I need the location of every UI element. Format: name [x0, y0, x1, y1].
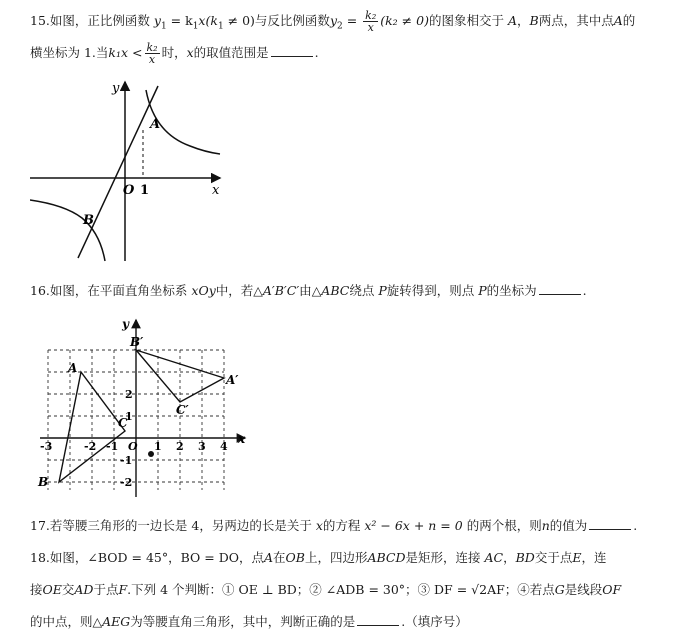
q15-y1-eq: = k	[166, 13, 193, 28]
q18-line2-a: 接	[30, 582, 43, 597]
q18-line1	[30, 548, 607, 566]
q18-abcd: ABCD	[367, 550, 406, 565]
q18-line2-e: 是线段	[564, 582, 603, 597]
q15-frac-num: k₂	[365, 9, 377, 22]
q18-ac: AC	[484, 550, 504, 565]
q16-text-d: 绕点	[349, 283, 375, 298]
q16-xoy: xOy	[191, 283, 216, 298]
q15-fraction	[363, 10, 378, 33]
q15-text: 如图，正比例函数	[49, 13, 150, 28]
q15-text-b: 与反比例函数	[254, 13, 330, 28]
q17-answer-blank	[589, 518, 631, 530]
q15-frac-den: x	[367, 21, 374, 34]
fig16-xtick: -3	[40, 440, 53, 453]
fig16-origin: O	[128, 440, 138, 453]
q15-ineq-fraction	[145, 42, 160, 65]
q15-ineq-den: x	[148, 53, 156, 66]
q16-text-f: 的坐标为	[486, 283, 537, 298]
q18-of: OF	[602, 582, 622, 597]
q18-answer-blank	[357, 614, 399, 626]
q16-triangle-prime: △A′B′C′	[253, 283, 300, 298]
q15-y1: y	[153, 13, 161, 28]
q17-text-c: 的两个根，则	[466, 518, 542, 533]
q15-line2-a: 横坐标为 1.当	[30, 45, 109, 60]
fig16-grid-graph	[30, 312, 255, 507]
q18-line3-a: 的中点，则	[30, 614, 93, 629]
q16-number: 16.	[30, 283, 50, 298]
q15-answer-blank	[271, 45, 313, 57]
q16-point-p2: P	[478, 283, 487, 298]
q18-line2-d: .下列 4 个判断：① OE ⊥ BD；② ∠ADB = 30°；③ DF = √2AF；④若点	[127, 582, 555, 597]
q18-oe: OE	[42, 582, 62, 597]
q18-ob: OB	[285, 550, 305, 565]
q15-line2-c: 的取值范围是	[193, 45, 269, 60]
q17-equation: x² − 6x + n = 0	[364, 518, 463, 533]
fig15-proportional-line	[78, 86, 161, 258]
q15-point-b: B	[529, 13, 539, 28]
q18-line2-b: 交	[61, 582, 75, 597]
q15-number: 15.	[30, 13, 50, 28]
q18-number: 18.	[30, 550, 50, 565]
q15-comma: ，	[516, 13, 530, 28]
q17-text-d: 的值为	[549, 518, 588, 533]
fig16-ytick: 2	[125, 388, 133, 401]
q18-triangle: △AEG	[92, 614, 131, 629]
q15-text-c: 的图象相交于	[428, 13, 504, 28]
q15-ineq-num: k₂	[146, 41, 158, 54]
q18-text-g: ，连	[581, 550, 607, 565]
q18-line3	[30, 612, 468, 630]
fig16-ytick: -2	[120, 476, 133, 489]
q18-text-f: 交于点	[534, 550, 573, 565]
q15-text-e: 两点，其中点	[538, 13, 614, 28]
fig16-ytick: 1	[125, 410, 133, 423]
fig16-xtick: -2	[84, 440, 97, 453]
fig15-origin-label: O	[123, 183, 135, 198]
q17-number: 17.	[30, 518, 50, 533]
q15-y2-cond: (k₂ ≠ 0)	[380, 13, 429, 28]
q16-point-p: P	[378, 283, 387, 298]
q18-text-b: 在	[273, 550, 286, 565]
q17-n: n	[541, 518, 550, 533]
fig16-xtick: 2	[176, 440, 184, 453]
q18-line2	[30, 580, 621, 598]
fig16-label-b: B	[38, 475, 49, 489]
fig16-x-label: x	[238, 432, 246, 446]
q18-text-d: 是矩形，连接	[405, 550, 481, 565]
q18-line2-c: 于点	[93, 582, 119, 597]
fig16-label-b-prime: B′	[130, 335, 144, 349]
q18-line3-b: 为等腰直角三角形，其中，判断正确的是	[130, 614, 356, 629]
fig16-label-a: A	[68, 361, 78, 375]
fig15-one-label: 1	[140, 183, 150, 198]
q15-y2-eq: =	[342, 13, 362, 28]
q18-point-a: A	[263, 550, 274, 565]
q18-bd: BD	[515, 550, 535, 565]
fig15-x-label: x	[212, 183, 220, 198]
q16-text-b: 中，若	[215, 283, 254, 298]
q18-point-e: E	[572, 550, 582, 565]
q17-line: 17.若等腰三角形的一边长是 4，另两边的长是关于 x的方程 x² − 6x + n = 0 的两个根，则n的值为 .	[30, 518, 638, 533]
fig15-point-b-label: B	[83, 213, 94, 228]
fig16-label-a-prime: A′	[226, 373, 239, 387]
q15-line2: 横坐标为 1.当k₁x < $\frac{\text{k₂}}{x}$ 时，x的取值范围是 .	[30, 41, 319, 66]
fig15-hyperbola-q3	[30, 200, 105, 261]
q15-point-a: A	[507, 13, 517, 28]
q18-point-f: F	[118, 582, 128, 597]
fig16-y-label: y	[122, 317, 129, 331]
q17-text-b: 的方程	[322, 518, 361, 533]
fig16-xtick: 4	[220, 440, 228, 453]
q18-line3-c: .（填序号）	[401, 614, 468, 629]
q15-line1: 15.如图，正比例函数 $y_1 = k_1x(k_1 \ne 0)$与反比例函数$y_2$ = $\frac{\text{k₂}}{x}$ (k₂ ≠ 0)的图象相交于 A，B两点，其中点A的	[30, 9, 636, 34]
q15-ineq-left: k₁x <	[108, 45, 143, 60]
fig16-ytick: -1	[120, 454, 133, 467]
q16-text-e: 旋转得到，则点	[386, 283, 475, 298]
q15-y1-tail: x(k	[198, 13, 218, 28]
q16-line: 16.如图，在平面直角坐标系 xOy中，若△A′B′C′由△ABC绕点 P旋转得到，则点 P的坐标为 .	[30, 283, 587, 298]
fig15-graph	[30, 78, 230, 263]
q16-text-c: 由	[299, 283, 312, 298]
q17-text-a: 若等腰三角形的一边长是 4，另两边的长是关于	[49, 518, 312, 533]
q15-line2-b: 时，	[161, 45, 187, 60]
q15-text-f: 的	[622, 13, 636, 28]
fig15-point-a-label: A	[150, 117, 161, 132]
fig15-y-label: y	[112, 81, 120, 96]
q15-x: x	[186, 45, 194, 60]
q17-x: x	[315, 518, 323, 533]
q18-text-e: ，	[503, 550, 516, 565]
q15-y2: y	[329, 13, 337, 28]
fig16-xtick: -1	[106, 440, 119, 453]
fig16-xtick: 3	[198, 440, 206, 453]
fig16-xtick: 1	[154, 440, 162, 453]
q16-triangle: △ABC	[311, 283, 350, 298]
fig16-label-c-prime: C′	[176, 403, 189, 417]
q16-answer-blank	[539, 283, 581, 295]
fig16-label-c: C	[118, 416, 128, 430]
q16-text-a: 如图，在平面直角坐标系	[49, 283, 188, 298]
q18-ad: AD	[74, 582, 94, 597]
q18-text-c: 上，四边形	[304, 550, 368, 565]
q15-y1-cond: ≠ 0)	[223, 13, 255, 28]
q15-point-a2: A	[613, 13, 623, 28]
q18-text-a: 如图，∠BOD = 45°，BO = DO，点	[49, 550, 264, 565]
q18-point-g: G	[554, 582, 565, 597]
